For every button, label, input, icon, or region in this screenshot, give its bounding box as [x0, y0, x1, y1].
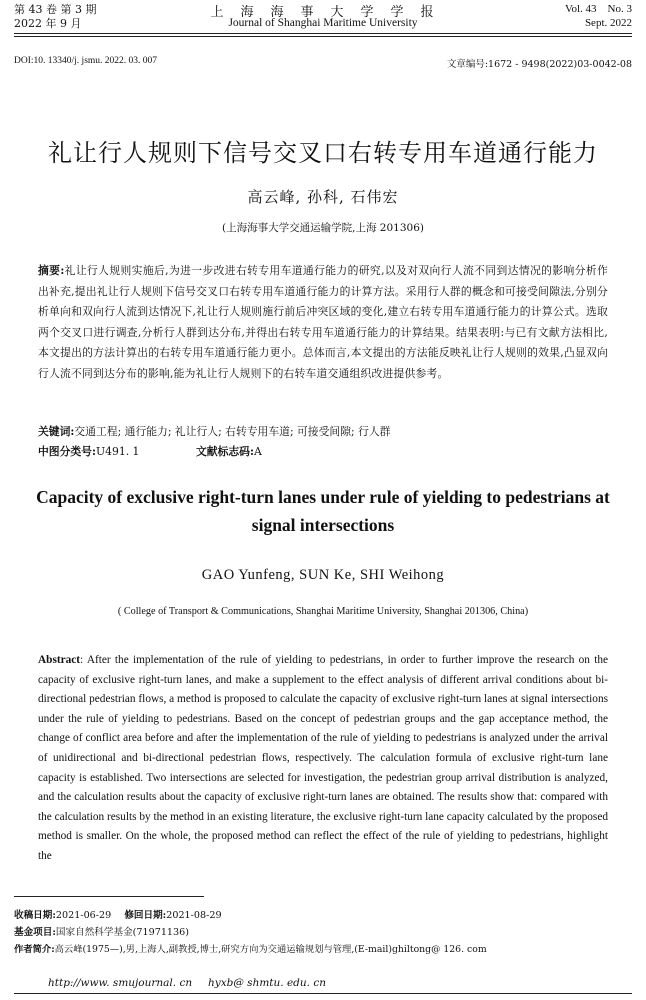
- header-journal-cn: 上 海 海 事 大 学 学 报: [210, 5, 436, 20]
- en-abstract-label: Abstract: [38, 654, 81, 666]
- article-number: 文章编号:1672 - 9498(2022)03-0042-08: [446, 59, 632, 70]
- header-date-cn: 2022 年 9 月: [14, 17, 82, 30]
- fund-label: 基金项目:: [14, 927, 56, 938]
- author-bio-text: 高云峰(1975—),男,上海人,副教授,博士,研究方向为交通运输规划与管理,(E-mail)ghiltong@ 126. com: [54, 944, 487, 955]
- cn-keywords: [38, 422, 608, 442]
- en-authors: GAO Yunfeng, SUN Ke, SHI Weihong: [201, 567, 445, 583]
- footnote-rule: [14, 896, 204, 897]
- header-rule-top: [14, 33, 632, 34]
- cn-title: 礼让行人规则下信号交叉口右转专用车道通行能力: [48, 139, 598, 167]
- footnote-fund: [14, 927, 634, 939]
- cn-affiliation: (上海海事大学交通运输学院,上海 201306): [222, 222, 424, 234]
- en-title: Capacity of exclusive right-turn lanes under rule of yielding to pedestrians at signal intersections: [36, 487, 610, 535]
- cn-abstract-label: 摘要:: [38, 264, 65, 277]
- doc-code-value: A: [253, 445, 262, 458]
- author-bio-label: 作者简介:: [14, 944, 55, 955]
- revised-date: 2021-08-29: [166, 910, 222, 921]
- header-date-en: Sept. 2022: [584, 17, 632, 29]
- journal-email[interactable]: hyxb@ shmtu. edu. cn: [208, 977, 326, 989]
- cn-classification: [38, 442, 608, 462]
- clc-value: U491. 1: [95, 445, 140, 458]
- doc-code-label: 文献标志码:: [195, 445, 254, 458]
- received-label: 收稿日期:: [14, 910, 56, 921]
- clc-label: 中图分类号:: [38, 445, 96, 458]
- en-abstract: [38, 651, 608, 867]
- footnote-author: [14, 944, 634, 956]
- footer-rule: [14, 993, 632, 994]
- cn-abstract-text: 礼让行人规则实施后,为进一步改进右转专用车道通行能力的研究,以及对双向行人流不同到达情况的影响分析作出补充,提出礼让行人规则下信号交叉口右转专用车道通行能力的计算方法。采用行人群的概念和可接受间隙法,分别分析单向和双向行人流到达情况下,礼让行人规则施行前后冲突区域的变化,建立右转专用车道通行能力的计算公式。选取两个交叉口进行调查,分析行人群到达分布,并得出右转专用车道通行能力的计算结果。结果表明:与已有文献方法相比,本文提出的方法计算出的右转专用车道通行能力更小。总体而言,本文提出的方法能反映礼让行人规则的效果,凸显双向行人流不同到达分布的影响,能为礼让行人规则下的右转车道交通组织改进提供参考。: [38, 264, 608, 380]
- cn-abstract: [38, 261, 608, 385]
- en-affiliation: ( College of Transport & Communications, Shanghai Maritime University, Shanghai 201306, China): [117, 606, 529, 617]
- doi: DOI:10. 13340/j. jsmu. 2022. 03. 007: [14, 56, 158, 66]
- cn-keywords-label: 关键词:: [38, 425, 75, 438]
- fund-text: 国家自然科学基金(71971136): [55, 927, 189, 938]
- header-volume-en: Vol. 43 No. 3: [564, 3, 632, 15]
- revised-label: 修回日期:: [124, 910, 167, 921]
- header-volume-cn: 第 43 卷 第 3 期: [14, 3, 97, 16]
- journal-url[interactable]: http://www. smujournal. cn: [48, 977, 193, 989]
- cn-authors: 高云峰, 孙科, 石伟宏: [247, 188, 399, 206]
- footnote-dates: [14, 910, 634, 922]
- header-rule-bottom: [14, 36, 632, 37]
- cn-keywords-text: 交通工程; 通行能力; 礼让行人; 右转专用车道; 可接受间隙; 行人群: [74, 425, 391, 438]
- en-abstract-text: : After the implementation of the rule of yielding to pedestrians, in order to further improve the research on the capacity of exclusive right-turn lanes, and make a supplement to the effect analysis of different arrival conditions about bi-directional pedestrian flows, a method is proposed to calculate the capacity of exclusive right-turn lanes at signal intersections under the rule of yielding to pedestrians. Based on the concept of pedestrian groups and the gap acceptance method, the change of conflict area before and after the implementation of the rule of yielding to pedestrians is analyzed under the arrival of unidirectional and bi-directional pedestrian flows, respectively. The calculation formula of exclusive right-turn lane capacity is established. Two intersections are selected for investigation, the pedestrian group arrival distribution is analyzed, and the calculation results about the capacity of exclusive right-turn lanes are obtained. The results show that: compared with the calculation results by the method in an existing literature, the exclusive right-turn lane capacity calculated by the proposed method is smaller. On the whole, the proposed method can reflect the effect of the rule of yielding to pedestrians, highlight the: [38, 654, 608, 862]
- header-journal-en: Journal of Shanghai Maritime University: [228, 17, 418, 29]
- received-date: 2021-06-29: [55, 910, 112, 921]
